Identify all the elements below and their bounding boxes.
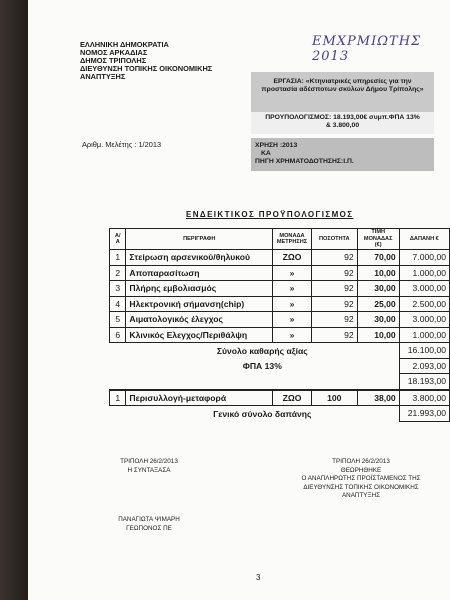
table-row (110, 312, 450, 328)
cell-cost: 1.000,00 (399, 327, 449, 343)
cell-quantity: 92 (311, 250, 357, 266)
cell-quantity: 92 (311, 281, 357, 297)
cell-quantity: 92 (311, 265, 357, 281)
cell-unit-price: 30,00 (357, 312, 399, 328)
cell-description: Στείρωση αρσενικού/θηλυκού (126, 250, 273, 266)
cell-description: Αιματολογικός έλεγχος (126, 312, 273, 328)
cell-quantity: 92 (311, 296, 357, 312)
letterhead-line: ΔΗΜΟΣ ΤΡΙΠΟΛΗΣ (80, 56, 147, 65)
cell-cost: 1.000,00 (399, 265, 449, 281)
col-header-cost: ΔΑΠΑΝΗ € (399, 229, 449, 250)
budget-line: & 3.800,00 (325, 122, 360, 129)
page-number: 3 (256, 573, 261, 582)
col-header-unit-price: ΤΙΜΗ ΜΟΝΑΔΑΣ (€) (357, 229, 399, 250)
cell-quantity: 92 (311, 327, 357, 343)
ka-line: ΚΑ (261, 150, 271, 157)
author-place-date: ΤΡΙΠΟΛΗ 26/2/2013 (120, 458, 178, 465)
cell-unit-price: 10,00 (357, 327, 399, 343)
approver-role: ΘΕΩΡΗΘΗΚΕ (340, 466, 382, 474)
net-total-value: 16.100,00 (399, 343, 449, 359)
cell-unit: » (273, 327, 312, 343)
cell-unit: ΖΩΟ (273, 250, 312, 266)
desk-background (0, 0, 28, 600)
cell-aa: 6 (110, 327, 126, 343)
table-title: ΕΝΔΕΙΚΤΙΚΟΣ ΠΡΟΫΠΟΛΟΓΙΣΜΟΣ (186, 210, 354, 219)
sum-value: 18.193,00 (399, 374, 449, 390)
cell-quantity: 92 (311, 312, 357, 328)
net-total-label: Σύνολο καθαρής αξίας (216, 345, 308, 356)
cell-unit-price: 10,00 (357, 265, 399, 281)
work-title-box (251, 72, 434, 112)
letterhead-line: ΔΙΕΥΘΥΝΣΗ ΤΟΠΙΚΗΣ ΟΙΚΟΝΟΜΙΚΗΣ (80, 64, 213, 73)
cell-aa: 5 (110, 312, 126, 328)
cell-cost: 3.000,00 (399, 281, 449, 297)
cell-quantity: 100 (311, 390, 357, 406)
funding-box (251, 138, 434, 171)
cell-unit-price: 70,00 (357, 250, 399, 266)
extra-row (110, 390, 450, 406)
cell-description: Αποπαρασίτωση (126, 265, 273, 281)
author-title: ΓΕΩΠΟΝΟΣ ΠΕ (126, 524, 172, 532)
handwritten-note: ΕΜΧΡΜΙΩΤΗΣ 2013 (312, 34, 422, 64)
cell-aa: 2 (110, 265, 126, 281)
vat-value: 2.093,00 (399, 358, 449, 374)
author-name: ΠΑΝΑΓΙΩΤΑ ΨΙΜΑΡΗ (118, 516, 180, 523)
col-header-description: ΠΕΡΙΓΡΑΦΗ (126, 229, 273, 250)
approver-place-date: ΤΡΙΠΟΛΗ 26/2/2013 (332, 458, 390, 465)
approver-title-line: ΔΙΕΥΘΥΝΣΗΣ ΤΟΠΙΚΗΣ ΟΙΚΟΝΟΜΙΚΗΣ (303, 483, 419, 491)
table-row (110, 327, 450, 343)
sum-row (110, 374, 450, 390)
table-row (110, 296, 450, 312)
grand-total-row (110, 406, 450, 422)
col-header-unit: ΜΟΝΑΔΑ ΜΕΤΡΗΣΗΣ (273, 229, 312, 250)
year-line: ΧΡΗΣΗ :2013 (255, 142, 298, 149)
study-number: Αριθμ. Μελέτης : 1/2013 (82, 140, 162, 149)
cell-aa: 4 (110, 296, 126, 312)
approver-signature-block (286, 458, 436, 501)
vat-row (110, 358, 450, 374)
approver-title-line: Ο ΑΝΑΠΛΗΡΩΤΗΣ ΠΡΟΪΣΤΑΜΕΝΟΣ ΤΗΣ (301, 475, 421, 482)
cell-cost: 3.800,00 (399, 390, 449, 406)
grand-total-label: Γενικό σύνολο δαπάνης (213, 408, 312, 419)
approver-title-line: ΑΝΑΠΤΥΞΗΣ (341, 492, 381, 499)
cell-unit: » (273, 281, 312, 297)
vat-label: ΦΠΑ 13% (242, 360, 282, 371)
grand-total-value: 21.993,00 (399, 406, 449, 422)
budget-table (109, 228, 450, 422)
budget-line: ΠΡΟΥΠΟΛΟΓΙΣΜΟΣ: 18.193,00€ συμπ.ΦΠΑ 13% (265, 114, 420, 121)
cell-cost: 2.500,00 (399, 296, 449, 312)
work-title-line: ΕΡΓΑΣΙΑ: «Κτηνιατρικές υπηρεσίες για την (273, 78, 412, 85)
letterhead-line: ΑΝΑΠΤΥΞΗΣ (80, 72, 126, 81)
cell-description: Πλήρης εμβολιασμός (126, 281, 273, 297)
cell-aa: 3 (110, 281, 126, 297)
cell-unit-price: 30,00 (357, 281, 399, 297)
author-signature-block (94, 458, 204, 475)
funding-line: ΠΗΓΗ ΧΡΗΜΑΤΟΔΟΤΗΣΗΣ:Ι.Π. (255, 158, 354, 165)
cell-description: Ηλεκτρονική σήμανση(chip) (126, 296, 273, 312)
table-row (110, 250, 450, 266)
table-row (110, 281, 450, 297)
work-title-line: προστασία αδέσποτων σκύλων Δήμου Τρίπολης» (261, 86, 424, 93)
table-row (110, 265, 450, 281)
net-total-row (110, 343, 450, 359)
table-header-row (110, 229, 450, 250)
cell-unit: » (273, 265, 312, 281)
col-header-aa: Α/Α (110, 229, 126, 250)
cell-cost: 3.000,00 (399, 312, 449, 328)
cell-unit: ΖΩΟ (273, 390, 312, 406)
author-name-block (94, 516, 204, 533)
letterhead-line: ΕΛΛΗΝΙΚΗ ΔΗΜΟΚΡΑΤΙΑ (80, 40, 169, 49)
cell-unit-price: 38,00 (357, 390, 399, 406)
author-role: Η ΣΥΝΤΑΞΑΣΑ (127, 466, 171, 474)
budget-box (251, 112, 434, 134)
cell-description: Κλινικός Ελεγχος/Περιθάλψη (126, 327, 273, 343)
cell-unit: » (273, 312, 312, 328)
cell-cost: 7.000,00 (399, 250, 449, 266)
cell-unit-price: 25,00 (357, 296, 399, 312)
cell-aa: 1 (110, 390, 126, 406)
cell-aa: 1 (110, 250, 126, 266)
letterhead-line: ΝΟΜΟΣ ΑΡΚΑΔΙΑΣ (80, 48, 148, 57)
cell-description: Περισυλλογή-μεταφορά (126, 390, 273, 406)
col-header-quantity: ΠΟΣΟΤΗΤΑ (311, 229, 357, 250)
cell-unit: » (273, 296, 312, 312)
document-page (28, 0, 450, 600)
